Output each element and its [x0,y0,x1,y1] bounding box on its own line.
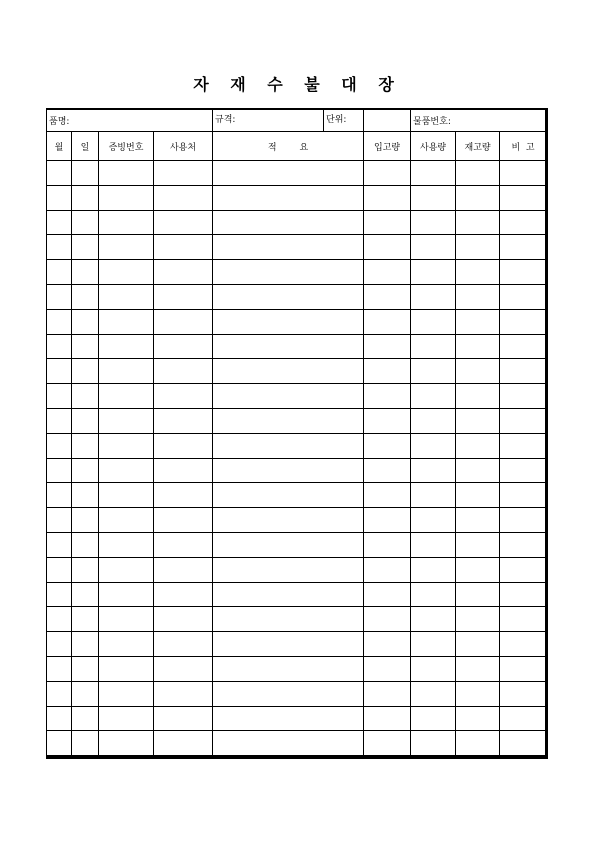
table-cell[interactable] [72,681,99,706]
table-cell[interactable] [500,210,547,235]
table-cell[interactable] [154,408,213,433]
table-cell[interactable] [411,532,456,557]
table-cell[interactable] [456,656,500,681]
table-cell[interactable] [456,731,500,756]
spec-label: 규격: [213,110,324,131]
table-row [47,408,547,433]
table-cell[interactable] [364,706,411,731]
table-cell[interactable] [154,359,213,384]
table-row [47,483,547,508]
table-cell[interactable] [72,656,99,681]
table-cell[interactable] [99,656,154,681]
table-cell[interactable] [411,284,456,309]
col-header-description: 적 요 [213,132,364,161]
table-cell[interactable] [72,508,99,533]
table-row [47,384,547,409]
table-cell[interactable] [456,309,500,334]
table-cell[interactable] [456,210,500,235]
table-cell[interactable] [213,185,364,210]
table-cell[interactable] [500,582,547,607]
table-row [47,433,547,458]
table-cell[interactable] [72,334,99,359]
table-cell[interactable] [99,161,154,186]
table-cell[interactable] [411,185,456,210]
table-cell[interactable] [72,185,99,210]
table-cell[interactable] [154,235,213,260]
table-cell[interactable] [411,632,456,657]
table-cell[interactable] [72,359,99,384]
table-cell[interactable] [72,260,99,285]
item-name-label: 품명: [47,110,213,132]
table-cell[interactable] [411,260,456,285]
page-title: 자 재 수 불 대 장 [193,75,402,94]
table-cell[interactable] [47,161,72,186]
table-cell[interactable] [47,532,72,557]
table-cell[interactable] [213,235,364,260]
table-cell[interactable] [47,359,72,384]
table-cell[interactable] [364,731,411,756]
table-cell[interactable] [47,458,72,483]
table-cell[interactable] [47,607,72,632]
table-cell[interactable] [47,384,72,409]
table-cell[interactable] [99,681,154,706]
table-cell[interactable] [154,508,213,533]
table-cell[interactable] [154,284,213,309]
table-cell[interactable] [99,408,154,433]
table-cell[interactable] [99,458,154,483]
table-cell[interactable] [411,607,456,632]
table-cell[interactable] [500,185,547,210]
info-row [47,110,547,132]
table-cell[interactable] [213,483,364,508]
table-cell[interactable] [72,309,99,334]
table-cell[interactable] [500,260,547,285]
table-cell[interactable] [213,632,364,657]
table-cell[interactable] [213,284,364,309]
table-cell[interactable] [500,483,547,508]
table-cell[interactable] [456,408,500,433]
table-cell[interactable] [500,656,547,681]
unit-value-cell [364,110,411,132]
table-cell[interactable] [411,483,456,508]
col-header-usage-place: 사용처 [154,132,213,161]
table-cell[interactable] [456,384,500,409]
table-cell[interactable] [213,260,364,285]
table-row [47,656,547,681]
table-cell[interactable] [213,681,364,706]
table-cell[interactable] [99,260,154,285]
table-cell[interactable] [213,607,364,632]
table-cell[interactable] [456,706,500,731]
table-cell[interactable] [364,458,411,483]
table-cell[interactable] [47,260,72,285]
table-cell[interactable] [500,309,547,334]
table-cell[interactable] [154,433,213,458]
table-row [47,607,547,632]
table-cell[interactable] [99,210,154,235]
table-cell[interactable] [500,681,547,706]
table-cell[interactable] [213,384,364,409]
table-row [47,334,547,359]
table-row [47,185,547,210]
table-cell[interactable] [47,656,72,681]
table-cell[interactable] [364,532,411,557]
table-cell[interactable] [411,706,456,731]
table-cell[interactable] [456,260,500,285]
table-cell[interactable] [213,557,364,582]
col-header-remarks: 비 고 [500,132,547,161]
table-cell[interactable] [47,731,72,756]
table-cell[interactable] [411,161,456,186]
table-cell[interactable] [500,384,547,409]
table-cell[interactable] [411,235,456,260]
table-cell[interactable] [364,235,411,260]
table-cell[interactable] [72,731,99,756]
table-cell[interactable] [99,235,154,260]
table-row [47,210,547,235]
table-cell[interactable] [411,681,456,706]
table-cell[interactable] [213,210,364,235]
table-cell[interactable] [99,607,154,632]
table-cell[interactable] [47,681,72,706]
table-cell[interactable] [99,433,154,458]
table-cell[interactable] [99,508,154,533]
table-cell[interactable] [72,408,99,433]
table-cell[interactable] [154,334,213,359]
table-row [47,161,547,186]
table-row [47,260,547,285]
item-no-label: 물품번호: [411,110,547,132]
table-cell[interactable] [364,607,411,632]
table-cell[interactable] [72,433,99,458]
table-cell[interactable] [213,334,364,359]
table-cell[interactable] [213,408,364,433]
table-row [47,582,547,607]
table-cell[interactable] [411,731,456,756]
table-cell[interactable] [364,557,411,582]
table-cell[interactable] [154,458,213,483]
table-cell[interactable] [47,706,72,731]
table-cell[interactable] [72,210,99,235]
table-row [47,706,547,731]
table-cell[interactable] [411,384,456,409]
table-cell[interactable] [500,235,547,260]
table-cell[interactable] [213,706,364,731]
table-cell[interactable] [213,582,364,607]
table-cell[interactable] [500,359,547,384]
table-cell[interactable] [456,582,500,607]
table-cell[interactable] [500,508,547,533]
col-header-voucher-no: 증빙번호 [99,132,154,161]
table-cell[interactable] [213,161,364,186]
table-cell[interactable] [213,532,364,557]
table-cell[interactable] [47,483,72,508]
table-cell[interactable] [154,260,213,285]
table-cell[interactable] [99,632,154,657]
table-cell[interactable] [47,632,72,657]
table-cell[interactable] [411,334,456,359]
table-cell[interactable] [154,309,213,334]
table-cell[interactable] [99,334,154,359]
table-cell[interactable] [154,607,213,632]
table-cell[interactable] [72,582,99,607]
table-cell[interactable] [72,607,99,632]
table-cell[interactable] [456,235,500,260]
table-cell[interactable] [364,582,411,607]
table-cell[interactable] [47,185,72,210]
table-cell[interactable] [47,433,72,458]
table-cell[interactable] [364,508,411,533]
table-cell[interactable] [500,284,547,309]
table-cell[interactable] [456,607,500,632]
table-row [47,458,547,483]
table-row [47,557,547,582]
table-cell[interactable] [500,532,547,557]
table-cell[interactable] [364,359,411,384]
table-cell[interactable] [213,731,364,756]
unit-label: 단위: [326,115,347,125]
table-row [47,508,547,533]
table-cell[interactable] [411,458,456,483]
table-cell[interactable] [72,557,99,582]
table-cell[interactable] [500,632,547,657]
table-cell[interactable] [154,582,213,607]
table-cell[interactable] [364,284,411,309]
table-cell[interactable] [154,706,213,731]
table-cell[interactable] [99,731,154,756]
table-cell[interactable] [47,284,72,309]
table-cell[interactable] [411,557,456,582]
table-cell[interactable] [99,532,154,557]
table-cell[interactable] [456,433,500,458]
table-cell[interactable] [411,309,456,334]
table-cell[interactable] [99,384,154,409]
table-cell[interactable] [411,582,456,607]
table-cell[interactable] [411,210,456,235]
table-cell[interactable] [154,681,213,706]
table-cell[interactable] [99,557,154,582]
table-cell[interactable] [456,557,500,582]
table-cell[interactable] [154,210,213,235]
table-cell[interactable] [154,731,213,756]
table-cell[interactable] [213,458,364,483]
table-cell[interactable] [154,532,213,557]
table-cell[interactable] [411,359,456,384]
col-header-received-qty: 입고량 [364,132,411,161]
table-cell[interactable] [500,433,547,458]
table-cell[interactable] [411,656,456,681]
table-cell[interactable] [364,210,411,235]
table-cell[interactable] [456,508,500,533]
table-cell[interactable] [500,731,547,756]
col-header-used-qty: 사용량 [411,132,456,161]
table-cell[interactable] [213,309,364,334]
table-cell[interactable] [411,508,456,533]
table-cell[interactable] [500,334,547,359]
table-cell[interactable] [99,582,154,607]
table-cell[interactable] [456,632,500,657]
table-cell[interactable] [213,656,364,681]
table-cell[interactable] [456,334,500,359]
table-cell[interactable] [500,706,547,731]
table-cell[interactable] [213,433,364,458]
table-cell[interactable] [99,309,154,334]
table-cell[interactable] [47,309,72,334]
table-cell[interactable] [364,632,411,657]
table-cell[interactable] [72,532,99,557]
table-cell[interactable] [47,210,72,235]
table-cell[interactable] [411,433,456,458]
table-row [47,532,547,557]
table-cell[interactable] [500,458,547,483]
table-cell[interactable] [72,458,99,483]
table-cell[interactable] [47,557,72,582]
table-cell[interactable] [364,408,411,433]
table-cell[interactable] [456,483,500,508]
ledger-table [46,109,547,756]
table-cell[interactable] [500,161,547,186]
spec-unit-cell [213,110,364,132]
col-header-month: 월 [47,132,72,161]
table-cell[interactable] [72,284,99,309]
table-cell[interactable] [99,706,154,731]
table-cell[interactable] [364,384,411,409]
table-cell[interactable] [411,408,456,433]
table-cell[interactable] [364,260,411,285]
table-cell[interactable] [456,161,500,186]
table-cell[interactable] [213,508,364,533]
table-cell[interactable] [364,309,411,334]
table-cell[interactable] [154,483,213,508]
table-row [47,731,547,756]
table-cell[interactable] [213,359,364,384]
table-row [47,235,547,260]
table-cell[interactable] [72,384,99,409]
table-cell[interactable] [99,359,154,384]
table-cell[interactable] [364,681,411,706]
col-header-stock-qty: 재고량 [456,132,500,161]
table-row [47,284,547,309]
table-row [47,309,547,334]
table-cell[interactable] [47,582,72,607]
table-cell[interactable] [364,185,411,210]
table-cell[interactable] [72,161,99,186]
table-cell[interactable] [456,681,500,706]
table-cell[interactable] [456,185,500,210]
table-cell[interactable] [456,532,500,557]
table-row [47,681,547,706]
table-cell[interactable] [47,235,72,260]
table-cell[interactable] [500,607,547,632]
table-cell[interactable] [456,359,500,384]
table-cell[interactable] [154,384,213,409]
table-cell[interactable] [364,334,411,359]
table-cell[interactable] [47,334,72,359]
table-cell[interactable] [72,632,99,657]
table-cell[interactable] [154,185,213,210]
table-cell[interactable] [47,508,72,533]
table-row [47,632,547,657]
table-cell[interactable] [456,284,500,309]
table-cell[interactable] [364,483,411,508]
table-cell[interactable] [154,656,213,681]
table-cell[interactable] [500,557,547,582]
header-row [47,132,547,161]
table-cell[interactable] [99,185,154,210]
table-cell[interactable] [99,483,154,508]
table-cell[interactable] [364,656,411,681]
table-cell[interactable] [47,408,72,433]
col-header-day: 일 [72,132,99,161]
table-cell[interactable] [456,458,500,483]
table-cell[interactable] [72,483,99,508]
table-cell[interactable] [364,161,411,186]
table-cell[interactable] [500,408,547,433]
table-cell[interactable] [154,161,213,186]
table-cell[interactable] [99,284,154,309]
table-cell[interactable] [364,433,411,458]
table-cell[interactable] [154,557,213,582]
table-cell[interactable] [72,235,99,260]
table-row [47,359,547,384]
table-cell[interactable] [72,706,99,731]
table-cell[interactable] [154,632,213,657]
